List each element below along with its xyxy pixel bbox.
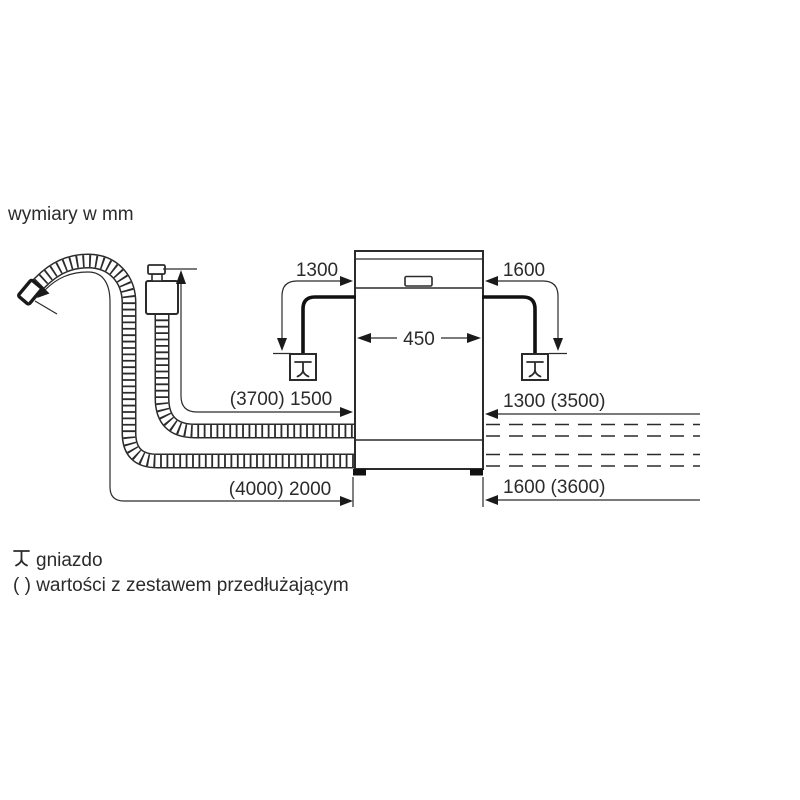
units-note: wymiary w mm (8, 204, 134, 225)
dimension-right-upper (485, 391, 700, 419)
legend (13, 550, 349, 596)
right-upper-label: 1300 (3500) (503, 391, 606, 412)
dishwasher (353, 251, 483, 476)
dimension-cable-right (485, 260, 567, 354)
hose-continuation-dashes (486, 425, 700, 467)
supply-hose-label: (3700) 1500 (229, 389, 333, 410)
control-panel (405, 277, 432, 287)
supply-hose (162, 313, 356, 431)
aquastop-valve (146, 265, 178, 314)
width-label: 450 (403, 329, 435, 350)
drain-hose-outlet (18, 280, 42, 305)
dimension-right-lower (485, 477, 700, 505)
legend-parentheses-note: ( ) wartości z zestawem przedłużającym (13, 575, 349, 596)
cable-left-label: 1300 (295, 260, 339, 281)
power-cable-left (303, 297, 356, 354)
cable-right-label: 1600 (502, 260, 546, 281)
foot-left (353, 469, 366, 476)
legend-socket-label: gniazdo (36, 550, 103, 571)
power-cable-right (482, 297, 535, 354)
socket-right-icon (522, 354, 548, 380)
drain-hose-label: (4000) 2000 (228, 479, 332, 500)
dimension-cable-left (273, 260, 353, 354)
legend-socket-icon (14, 551, 29, 566)
socket-left-icon (290, 354, 316, 380)
right-lower-label: 1600 (3600) (503, 477, 606, 498)
dimension-supply-hose (163, 269, 353, 417)
foot-right (470, 469, 483, 476)
